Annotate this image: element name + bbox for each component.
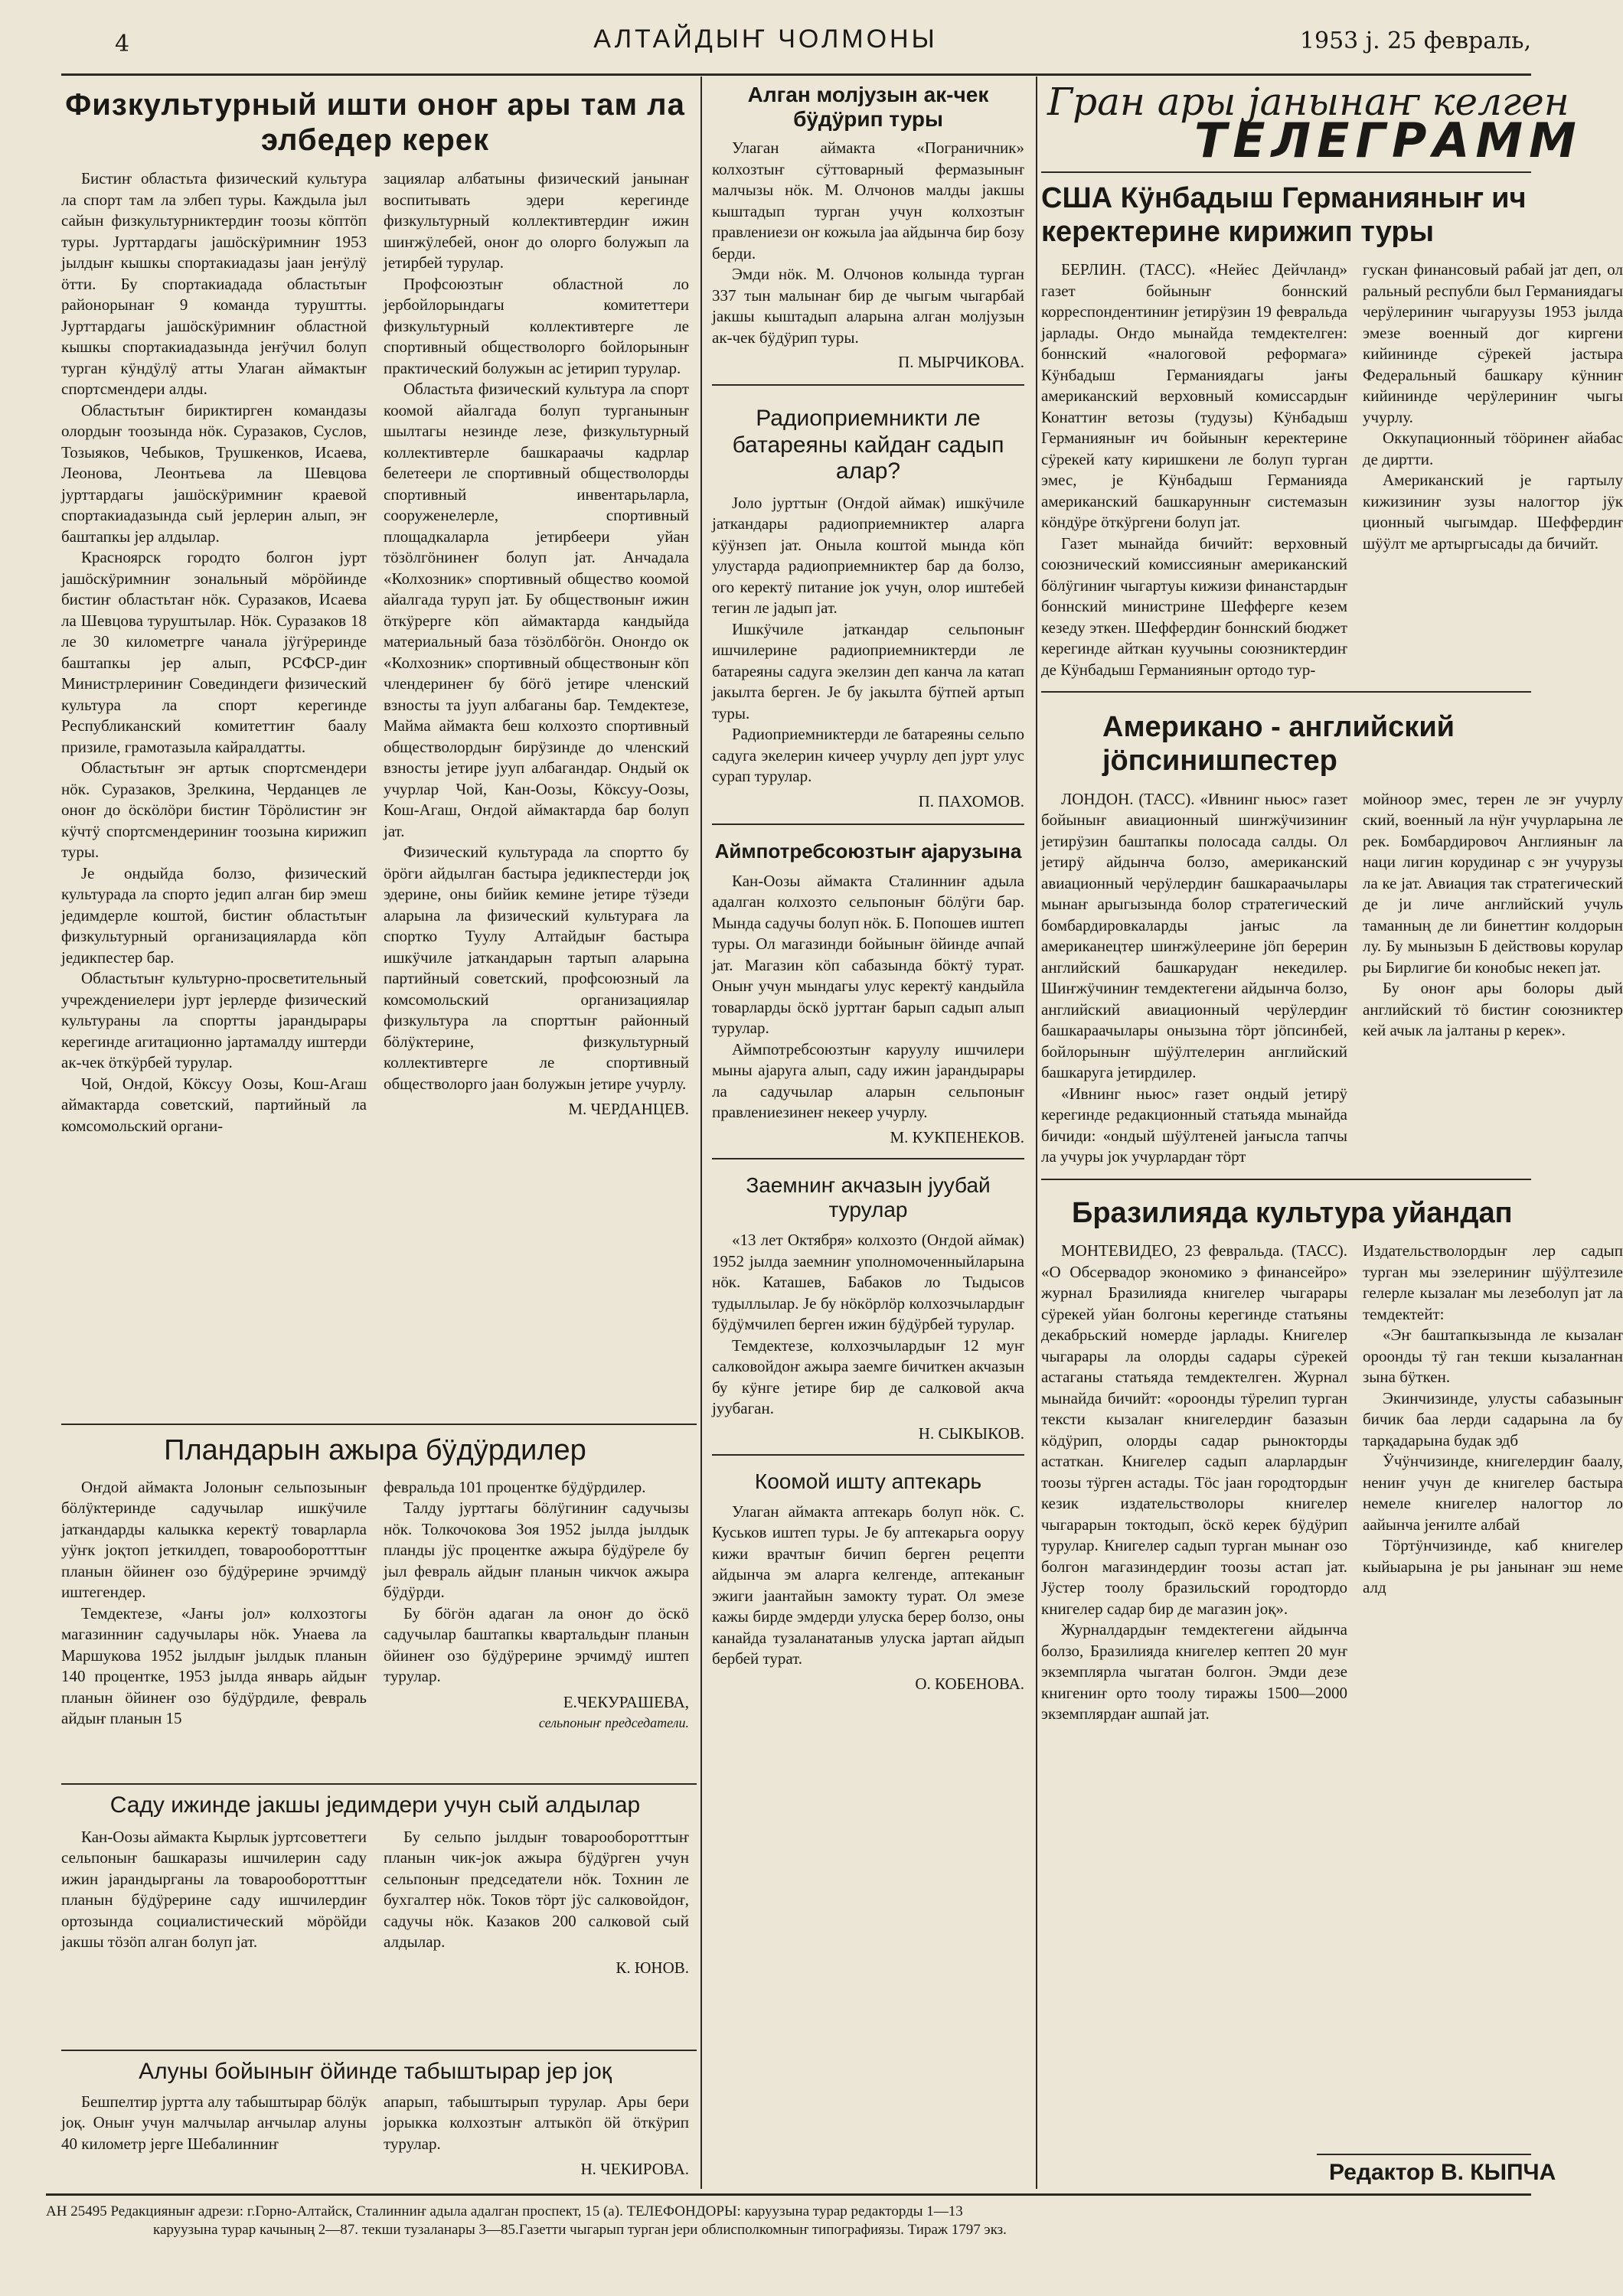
- paragraph: Красноярск городто болгон јурт јашӧскӱримниҥ зональный мӧрӧйинде бистиҥ областьтаҥ нӧк. Суразаков, Исаева ла Шевцова туруштылар. Нӧк. Суразаков 18 ле 30 километрге чанала јӱгӱреринде баштапкы јер алып, РСФСР-диҥ Министрлериниҥ Совединдеги физический культура ла спорт керегинде Республиканский комитеттиҥ баалу призиле, грамотазыла кайралдатты.: [61, 548, 367, 756]
- signature: М. ЧЕРДАНЦЕВ.: [568, 1100, 689, 1118]
- article-wool-col-2: [384, 2092, 689, 2180]
- article-radio: [712, 406, 1024, 811]
- issue-date: 1953 ј. 25 февраль,: [1299, 28, 1531, 54]
- paragraph: мойноор эмес, терен ле эҥ учурлу ский, военный ла нӱҥ учурларына ле рек. Бомбардировоч Англияныҥ ла наци лигин корудинар с эҥ учурузы ла ке јат. Авиация так стратегический де ји личе английский учуль таманның де ли бинеттиҥ колдорын лу. Бу мынызын Б дeйствовы корулар ры Бирлигие би конобыс некеп јат.: [1363, 789, 1623, 977]
- section-rule: [1041, 1179, 1531, 1180]
- paragraph: Областьта физический культура ла спорт коомой айалгада болуп турганыныҥ шылтагы незинде лезе, физкультурный коллективтерле башкараачы кадрлар белетеери ле спортивный обществолорды спортивный инвентарьларла, сооруженелерле, спортивный площадкаларла јетирбеери уйан тӧзӧлгӧнинеҥ болуп јат. Анчадала «Колхозник» спортивный общество коомой айалгада туруп јат. Бу обществоныҥ ижин ӧткӱрерге кӧп аймактарда кандыйда материальный база тӧзӧлбӧгӧн. Оноҥдо ок «Колхозник» спортивный обществоныҥ кӧп члендеринеҥ бу бӧгӧ јетире членский взносты та јууп албаганы бар. Темдектезе, Майма аймакта беш колхозто спортивный обществолордыҥ бирӱзинде до членский взносты јетире јууп албагандар. Ондый ок учурлар Чой, Кан-Оозы, Кӧксуу-Оозы, Кош-Агаш, Оҥдой аймактарда бар болуп јат.: [384, 380, 689, 840]
- paragraph: Темдектезе, колхозчылардыҥ 12 муҥ салковойдоҥ ажыра заемге бичиткен акчазын бу кӱнге јетире бир де салковой акча јуубаган.: [712, 1336, 1024, 1418]
- article-wool-col-1: [61, 2092, 367, 2180]
- article-plans-body: [61, 1477, 689, 1734]
- paragraph: Экинчизинде, улусты сабазыныҥ бичик баа лерди садарына ла бу тарқадарына будак эдб: [1363, 1388, 1623, 1450]
- signature: М. КУКПЕНЕКОВ.: [890, 1127, 1024, 1146]
- paragraph: февральда 101 процентке бӱдӱрдилер.: [384, 1477, 646, 1496]
- section-rule: [712, 384, 1024, 386]
- masthead-rule: [61, 73, 1531, 76]
- article-aviation: [1041, 711, 1623, 1167]
- article-milk: [712, 83, 1024, 372]
- paragraph: Радиоприемниктерди ле батареяны сельпо садуга экелерин кичеер учурлу деп јурт улус сурап турулар.: [712, 725, 1024, 786]
- article-brazil-body: [1041, 1241, 1623, 1725]
- telegram-header: [1041, 77, 1623, 168]
- paragraph: Областьтыҥ культурно-просветительный учреждениелери јурт јерлерде физический культураны ла спортты јарандырары керегинде агитационно јартамалду иштерди ак-чек ӧткӱрбей турулар.: [61, 969, 367, 1071]
- paragraph: «Эҥ баштапкызында ле кызалаҥ ороонды тӱ ган текши кызалаҥнан зына бӱткен.: [1363, 1326, 1623, 1387]
- telegram-big: ТЕЛЕГРАММ: [1194, 113, 1582, 168]
- article-usa: [1041, 182, 1623, 680]
- paragraph: Физический культурада ла спортто бу ӧрӧги айдылган бастыра једикпестерди јоқ эдерине, оны бийик кемине јетире тӱзеди аларына ла физический культураға ла спортко Туулу Алтайдыҥ бастыра ишкӱчиле јаткандарын тартып аларына партийный советский, профсоюзный ла комсомольский организациялар физкультура ла спорттыҥ районный бӧлӱктерине, физкультурный коллективтерге ле спортивный обществолорго јаан болужын јетире учурлу.: [384, 843, 689, 1093]
- paragraph: Журналдардыҥ темдектегени айдынча болзо, Бразилияда книгелер кептеп 20 муҥ экземплярла чыгатан болгон. Эмди дезе книгениҥ орто тоолу тиражы 1500—2000 экземплярдаҥ ашпай јат.: [1041, 1620, 1347, 1724]
- paragraph: Бистиҥ областьта физический культура ла спорт там ла элбеп туры. Каждыла јыл сайын физкультурниктердиҥ тоозы кӧптӧп туры. Јурттардагы јашӧскӱримниҥ 1953 јылдыҥ кышкы спортакиадазы јаан јеҥӱлӱ ӧтти. Бу спортакиадада областьтыҥ районорынаҥ 9 команда туруштты. Јурттардагы јашӧскӱримниҥ областной кышкы спортакиадазында јеҥӱчил болуп турган кӱндӱлӱ атты Улаган аймактыҥ спортсмендери алды.: [61, 169, 367, 398]
- section-rule: [61, 2050, 697, 2051]
- article-brazil-col-2: [1363, 1241, 1623, 1725]
- paragraph: Бу бӧгӧн адаган ла оноҥ до ӧскӧ садучылар баштапкы квартальдыҥ планын ӧйинеҥ озо бӱдӱрерине эрчимдӱ иштеп турулар.: [384, 1603, 689, 1686]
- article-radio-title: Радиоприемникти ле батареяны кайдаҥ садып алар?: [732, 406, 1004, 484]
- section-rule: [61, 1783, 697, 1785]
- signature: К. ЮНОВ.: [616, 1958, 689, 1977]
- footer-line-2: каруузына турар качының 2—87. текши тузаланары 3—85.Газетти чыгарып турган јери облисполкомныҥ типографиязы. Тираж 1797 экз.: [153, 2222, 1007, 2238]
- article-loan: [712, 1173, 1024, 1443]
- paragraph: Бу сельпо јылдыҥ товарооборотттыҥ планын чик-јок ажыра бӱдӱрген учун сельпоныҥ председатели нӧк. Тохнин ле бухгалтер нӧк. Токов тӧрт јӱс салковойдоҥ, садучы нӧк. Казаков 200 салковой сый алдылар.: [384, 1827, 689, 1951]
- article-plans-col-1: [61, 1477, 367, 1734]
- article-usa-col-2: [1363, 259, 1623, 680]
- article-usa-title: США Кӱнбадыш Германияныҥ ич керектерине кирижип туры: [1041, 182, 1527, 248]
- article-trade-col-2: [384, 1827, 689, 1979]
- signature: О. КОБЕНОВА.: [915, 1674, 1024, 1693]
- telegram-script: Гран ары јанынаҥ келген: [1047, 80, 1569, 124]
- paragraph: Профсоюзтыҥ областной ло јербойлорындагы комитеттери физкультурный коллективтерге ле спортивный обществолорго бойлорыныҥ практический болужын ас јетирип турулар.: [384, 274, 689, 377]
- editor-signature: Редактор В. КЫПЧА: [1329, 2160, 1556, 2185]
- paragraph: Тӧртӱнчизинде, каб книгелер кыйыарына је ры јанынаҥ эш неме алд: [1363, 1536, 1623, 1597]
- article-milk-body: [712, 138, 1024, 348]
- article-pharmacy: [712, 1469, 1024, 1694]
- editor-rule: [1317, 2154, 1531, 2155]
- article-aimpotreb-body: [712, 871, 1024, 1124]
- paragraph: Улаган аймакта аптекарь болуп нӧк. С. Куськов иштеп туры. Је бу аптекарьга ооруу кижи врачтыҥ бичип берген рецепти айдынча эм аларга келгенде, аптеканыҥ эжиги јаантайын замокту турат. Ол эмезе кажы бирде эмдерди улуска берер болзо, оны канайда тузаланатаныв улуска јартап айдып бербей турат.: [712, 1502, 1024, 1668]
- article-loan-title: Заемниҥ акчазын јуубай турулар: [746, 1172, 991, 1221]
- article-brazil-col-1: [1041, 1241, 1347, 1725]
- article-brazil-title: Бразилияда культура уйандап: [1072, 1196, 1513, 1229]
- article-trade-title: Саду ижинде јакшы једимдери учун сый алдылар: [109, 1792, 641, 1818]
- paragraph: Ишкӱчиле јаткандар сельпоныҥ ишчилерине радиоприемниктерди ле батареяны садуга экелзин деп канча ла катап јакылта берген. Је бу јакылта бӱтпей артып туры.: [712, 619, 1024, 722]
- paragraph: Је ондыйда болзо, физический культурада ла спорто једип алган бир эмеш једимдерле коштой, бистиҥ областьтыҥ физкультурный организацияларда кӧп једикпестер бар.: [61, 863, 367, 967]
- article-plans-col-2: [384, 1477, 689, 1734]
- paragraph: ЛОНДОН. (ТАСС). «Ивнинг ньюс» газет бойыныҥ авиационный шиҥжӱчизиниҥ јетирӱзин баштапкы полосада салды. Ол јетирӱ айдынча болзо, американский авиационный черӱлердиҥ башкараачылары мынаҥ арыгызында болор стратегический бомбардировкаларды јаҥыс ла американецтер шиҥжӱлеерине јӧп берерин английский башкарудаҥ некедилер. Шиҥжӱчиниҥ темдектегени айдынча болзо, английский авиационный черӱлердиҥ башкараачылары онызына тӧрт јӧпсинбей, бойлорыныҥ шӱӱлтелерин английский башкаруга јетирдилер.: [1041, 789, 1347, 1082]
- article-loan-body: [712, 1230, 1024, 1420]
- article-wool-title: Алуны бойыныҥ ӧйинде табыштырар јер јоқ: [139, 2059, 612, 2084]
- paragraph: Оккупационный тӧӧринеҥ айабас де диртти.: [1363, 429, 1623, 468]
- paragraph: «Ивнинг ньюс» газет ондый јетирӱ керегинде редакционный статьяда мынайда бичиди: «ондый шӱӱлтеней јаҥысла тапчы ла учуры јок учурлардаҥ тӧрт: [1041, 1084, 1347, 1166]
- middle-column: [712, 83, 1024, 1694]
- masthead: [0, 23, 1531, 66]
- paragraph: Ӱчӱнчизинде, книгелердиҥ баалу, нениҥ учун де книгелер бастыра немеле книгелер налогтор ло аайынча јеҥилте албай: [1363, 1452, 1623, 1534]
- article-sport-title: Физкультурный ишти оноҥ ары там ла элбедер керек: [65, 88, 685, 157]
- signature: Н. ЧЕКИРОВА.: [580, 2160, 689, 2178]
- article-pharmacy-title: Коомой ишту аптекарь: [754, 1469, 982, 1493]
- article-aviation-col-1: [1041, 789, 1347, 1168]
- article-trade-body: [61, 1827, 689, 1979]
- paragraph: Американский је гартылу кижизиниҥ зузы налогтор јӱк ционный чыгымдар. Шеффердиҥ шӱӱлт ме артыргысады да бичийт.: [1363, 471, 1623, 553]
- paragraph: гускан финансовый рабай јат деп, ол ральный республи был Германиядагы черӱлериниҥ чыгаруузы 1953 јылда эмезе военный дог киргени кийининде сӱрекей јастыра Федеральный башкару кӱнниҥ кийининде черӱлериниҥ чыгы учурлу.: [1363, 260, 1623, 426]
- paragraph: Улаган аймакта «Пограничник» колхозтыҥ сӱттоварный фермазыныҥ малчызы нӧк. М. Олчонов малды јакшы кыштадып турган учун колхозтыҥ правлениези оҥ кожыла јаа айдынча бир бозу берди.: [712, 139, 1024, 263]
- section-rule: [712, 1158, 1024, 1159]
- article-aviation-title: Американо - английский јӧпсинишпестер: [1102, 711, 1455, 778]
- section-rule: [712, 1454, 1024, 1456]
- article-wool: [61, 2059, 689, 2180]
- article-aimpotreb: [712, 840, 1024, 1147]
- footer-line-1: АН 25495 Редакцияныҥ адрези: г.Горно-Алтайск, Сталинниҥ адыла адалган проспект, 15 (а). ТЕЛЕФОНДОРЫ: каруузына турар редакторды 1—13: [46, 2203, 963, 2219]
- paragraph: зациялар албатыны физический јанынаҥ воспитывать эдери керегинде физкультурный коллективтердиҥ ижин шиҥжӱлебей, оноҥ до олорго болужып ла јетирбей турулар.: [384, 169, 689, 272]
- paragraph: Аймпотребсоюзтыҥ каруулу ишчилери мыны ајаруга алып, саду ижин јарандырары ла садучылар аларын сельпоныҥ правлениезинеҥ некеер учурлу.: [712, 1039, 1024, 1122]
- article-sport-col-1: [61, 168, 367, 1137]
- paragraph: «13 лет Октября» колхозто (Оҥдой аймак) 1952 јылда заемниҥ уполномоченныйларына нӧк. Каташев, Бабаков ло Тыдысов тудыллылар. Је бу нӧкӧрлӧр колхозчылардыҥ бӱдӱмчилеп берген ижин бӱдӱрбей турулар.: [712, 1231, 1024, 1334]
- paragraph: Бу оноҥ ары болоры дый английский тӧ бистиҥ союзниктер кей ачык ла јалтаны р керек».: [1363, 979, 1623, 1040]
- article-usa-col-1: [1041, 259, 1347, 680]
- paragraph: Бешпелтир јуртта алу табыштырар бӧлӱк јоқ. Оныҥ учун малчылар аҥчылар алуны 40 километр јерге Шебалинниҥ: [61, 2092, 367, 2153]
- article-trade: [61, 1792, 689, 1978]
- article-aimpotreb-title: Аймпотребсоюзтыҥ ајарузына: [714, 839, 1022, 863]
- section-rule: [1041, 691, 1531, 693]
- footer: [46, 2203, 1531, 2239]
- paragraph: Оҥдой аймакта Јолоныҥ сельпозыныҥ бӧлӱктеринде садучылар ишкӱчиле јаткандарды калыкка керектӱ товарларла уӱҥк јоқтоп јеткилдеп, товарооборотттыҥ планын ӧйинеҥ озо бӱдӱрерине эрчимдӱ иштегендер.: [61, 1477, 367, 1602]
- footer-rule: [46, 2193, 1531, 2196]
- article-wool-body: [61, 2092, 689, 2180]
- right-column: [1041, 77, 1623, 2197]
- paragraph: Издательстволордыҥ лер садып турган мы эзелериниҥ шӱӱлтезиле гелерле кызалаҥ мы лезеболуп јат ла темдектейт:: [1363, 1241, 1623, 1323]
- article-sport-body: [61, 168, 689, 1137]
- paper-title: АЛТАЙДЫҤ ЧОЛМОНЫ: [593, 24, 938, 54]
- article-aviation-col-2: [1363, 789, 1623, 1168]
- column-rule: [700, 77, 702, 2189]
- paragraph: Кан-Оозы аймакта Кырлык јуртсоветтеги сельпоныҥ башкаразы ишчилерин саду ижин јарандырганы ла товарооборотттыҥ планын бӱдӱрерине саду ишчилердиҥ ортозында социалистический мӧрӧйди јакшы тӧзӧп алган болуп јат.: [61, 1827, 367, 1951]
- article-sport-col-2: [384, 168, 689, 1137]
- paragraph: Јоло јурттыҥ (Оҥдой аймак) ишкӱчиле јаткандары радиоприемниктер аларга кӱӱнзеп јат. Оныла коштой мында кӧп улустарда радиоприемниктер бар да болзо, ого керектӱ питание јок учун, олор иштебей тегин ле јадып јат.: [712, 493, 1024, 618]
- paragraph: Кан-Оозы аймакта Сталинниҥ адыла адалган колхозто сельпоныҥ бӧлӱги бар. Мында садучы болуп нӧк. Б. Попошев иштеп туры. Ол магазинди бойыныҥ ӧйинде ачпай јат. Магазин кӧп сабазында бӧктӱ турат. Оныҥ учун мындагы улус керектӱ кандыйла товарларды ӧскӧ јурттаҥ барып садып алып турулар.: [712, 871, 1024, 1038]
- paragraph: Чой, Оҥдой, Кӧксуу Оозы, Кош-Агаш аймактарда советский, партийный ла комсомольский органи-: [61, 1074, 367, 1135]
- signature: П. ПАХОМОВ.: [918, 791, 1024, 810]
- signature: Н. СЫКЫКОВ.: [918, 1424, 1024, 1443]
- column-rule: [1036, 77, 1037, 2189]
- signature: П. МЫРЧИКОВА.: [898, 353, 1024, 372]
- paragraph: Областьтыҥ эҥ артык спортсмендери нӧк. Суразаков, Зрелкина, Черданцев ле оноҥ до ӧскӧлӧри бистиҥ Тӧрӧлистиҥ эҥ кӱчтӱ спортсмендериниҥ тоозына кирижип туры.: [61, 758, 367, 861]
- signature-title: сельпоныҥ председатели.: [538, 1715, 689, 1731]
- paragraph: БЕРЛИН. (ТАСС). «Нейес Дейчланд» газет бойыныҥ боннский корреспондентиниҥ јетирӱзин 19 февральда јарлады. Оҥдо мынайда темдектелген: боннский «налоговой реформага» Кӱнбадыш Германиядагы јаҥы американский верховный комиссардыҥ Конаттиҥ ветозы (тудузы) Кӱнбадыш Германияныҥ ич бойыныҥ керектерине сӱрекей кату киришкени ле болуп турган эмес, је Кӱнбадыш Германияда американский башкарунныҥ системазын кӧндӱре ӧткӱргени болуп јат.: [1041, 260, 1347, 532]
- article-milk-title: Алган молјузын ак-чек бӱдӱрип туры: [747, 83, 989, 132]
- article-pharmacy-body: [712, 1502, 1024, 1670]
- section-rule: [712, 823, 1024, 825]
- article-usa-body: [1041, 259, 1623, 680]
- section-rule: [61, 1424, 697, 1425]
- paragraph: Газет мынайда бичийт: верховный союзнический комиссияныҥ американский бӧлӱгиниҥ чыгартуы кижизи финанстардыҥ боннский министрине Шефферге кезем кезеду эткен. Шеффердиҥ боннский бюджет керегинде айткан куучыны союзниктердиҥ де Кӱнбадыш Германияныҥ ортодо тур-: [1041, 533, 1347, 679]
- paragraph: апарып, табыштырып турулар. Ары бери јорыкка колхозтыҥ алтыкӧп ӧй ӧткӱрип турулар.: [384, 2092, 689, 2153]
- signature: Е.ЧЕКУРАШЕВА,: [563, 1692, 689, 1711]
- paragraph: Областьтыҥ бириктирген командазы олордыҥ тоозында нӧк. Суразаков, Суслов, Тозыяков, Чебыков, Трушкенков, Исаева, Леонова, Леонтьева ла Шевцова јурттардагы јашӧскӱримниҥ краевой спортакиадазында сый јерлерин алып, эҥ баштапкы јер алдылар.: [61, 400, 367, 546]
- article-plans-title: Пландарын ажыра бӱдӱрдилер: [164, 1434, 586, 1466]
- article-radio-body: [712, 493, 1024, 788]
- paragraph: Талду јурттагы бӧлӱгиниҥ садучызы нӧк. Толкочокова Зоя 1952 јылда јылдык планды јӱс процентке ажыра бӱдӱреле бу јыл февраль айдыҥ планын чикчок ажыра бӱдӱрди.: [384, 1499, 689, 1602]
- article-trade-col-1: [61, 1827, 367, 1979]
- paragraph: Темдектезе, «Јаҥы јол» колхозтогы магазинниҥ садучылары нӧк. Унаева ла Маршукова 1952 јылдыҥ јылдык планын 140 процентке, 1953 јылда январь айдыҥ планын ӧйинеҥ озо бӱдӱрдиле, февраль айдыҥ планын 15: [61, 1603, 367, 1728]
- page-number: 4: [115, 31, 130, 57]
- article-aviation-body: [1041, 789, 1623, 1168]
- paragraph: МОНТЕВИДЕО, 23 февральда. (ТАСС). «О Обсервадор экономико э финансейро» журнал Бразилияда книгелер чыгарары сӱрекей уйан болгоны керегинде статьяны декабрьский номерде јарлады. Книгелер чыгарары ла олорды садары сӱрекей астаганы статьяда темдектелген. Журнал мынайда бичийт: «ороонды тӱрелип турган тексти кызалаҥ книгелердиҥ базазын кӧдӱрип, олорды садар рынокторды астаткан. Книгелер садып аларлардыҥ тоозы тӱрген астады. Тӧс јаан городтордыҥ кезик издательстволоры книгелер чыгарарын токтодып, ӧскӧ керек бӱдӱрип турулар. Книгелер садып турган мынаҥ озо болгон магазиндердиҥ тоозы астап јат. Јӱстер тоолу бразильский городтордо книгелер садар бир де магазин јоқ».: [1041, 1241, 1347, 1618]
- article-sport: [61, 87, 689, 1137]
- section-rule: [1041, 171, 1531, 173]
- article-plans: [61, 1434, 689, 1734]
- paragraph: Эмди нӧк. М. Олчонов колында турган 337 тын малынаҥ бир де чыгым чыгарбай јакшы кыштадып аларына алган молјузын ак-чек бӱдӱрип туры.: [712, 265, 1024, 347]
- article-brazil: [1041, 1197, 1623, 1725]
